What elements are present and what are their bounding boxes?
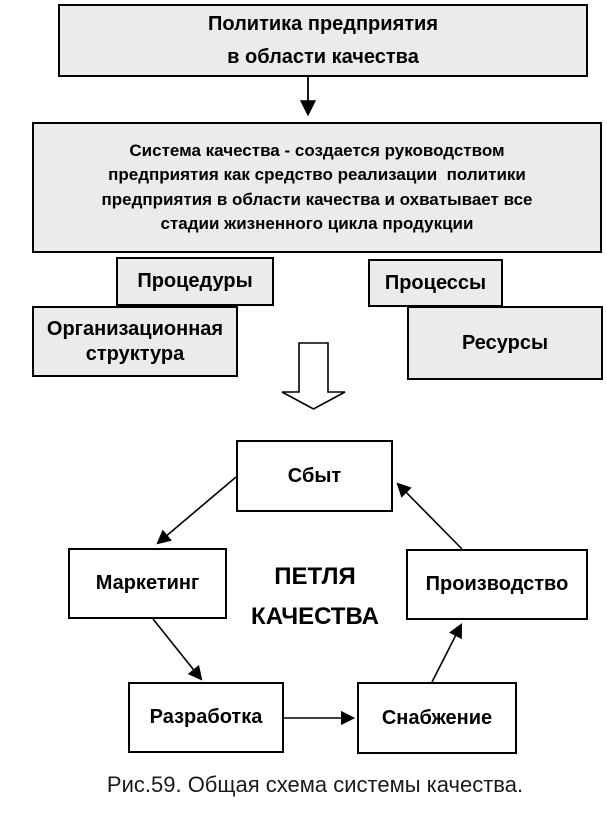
policy-box: [58, 4, 588, 77]
supply-label: Снабжение: [381, 706, 493, 729]
marketing-box: [68, 548, 227, 619]
big-down-arrow: [282, 343, 345, 409]
system-box-line3: предприятия в области качества и охватывает все: [101, 189, 533, 209]
org-structure-line1: Организационная: [46, 317, 224, 340]
policy-box-line1: Политика предприятия: [207, 12, 438, 35]
production-to-sales-arrow: [398, 484, 462, 549]
processes-label: Процессы: [384, 271, 487, 294]
sales-box: [236, 440, 393, 512]
system-box-line2: предприятия как средство реализации политики: [108, 165, 526, 184]
development-label: Разработка: [149, 706, 263, 728]
policy-box-line2: в области качества: [227, 45, 419, 68]
resources-label: Ресурсы: [461, 331, 549, 354]
production-box: [406, 549, 588, 620]
org-structure-line2: структура: [85, 342, 185, 365]
supply-to-production-arrow: [432, 625, 461, 682]
development-box: [128, 682, 284, 753]
procedures-label: Процедуры: [137, 270, 253, 292]
system-box: [32, 122, 602, 253]
marketing-label: Маркетинг: [95, 572, 200, 594]
system-box-line4: стадии жизненного цикла продукции: [160, 214, 474, 233]
figure-caption: Рис.59. Общая схема системы качества.: [106, 772, 524, 797]
supply-box: [357, 682, 517, 754]
system-box-line1: Система качества - создается руководством: [129, 140, 505, 160]
sales-label: Сбыт: [287, 464, 342, 487]
processes-box: [368, 259, 503, 307]
quality-loop-title: [230, 557, 400, 637]
production-label: Производство: [425, 573, 569, 595]
procedures-box: [116, 257, 274, 306]
quality-loop-title-line1: ПЕТЛЯ: [274, 563, 356, 590]
marketing-to-development-arrow: [153, 619, 201, 679]
sales-to-marketing-arrow: [158, 477, 236, 543]
org-structure-box: [32, 306, 238, 377]
quality-loop-title-line2: КАЧЕСТВА: [251, 603, 379, 630]
resources-box: [407, 306, 603, 380]
